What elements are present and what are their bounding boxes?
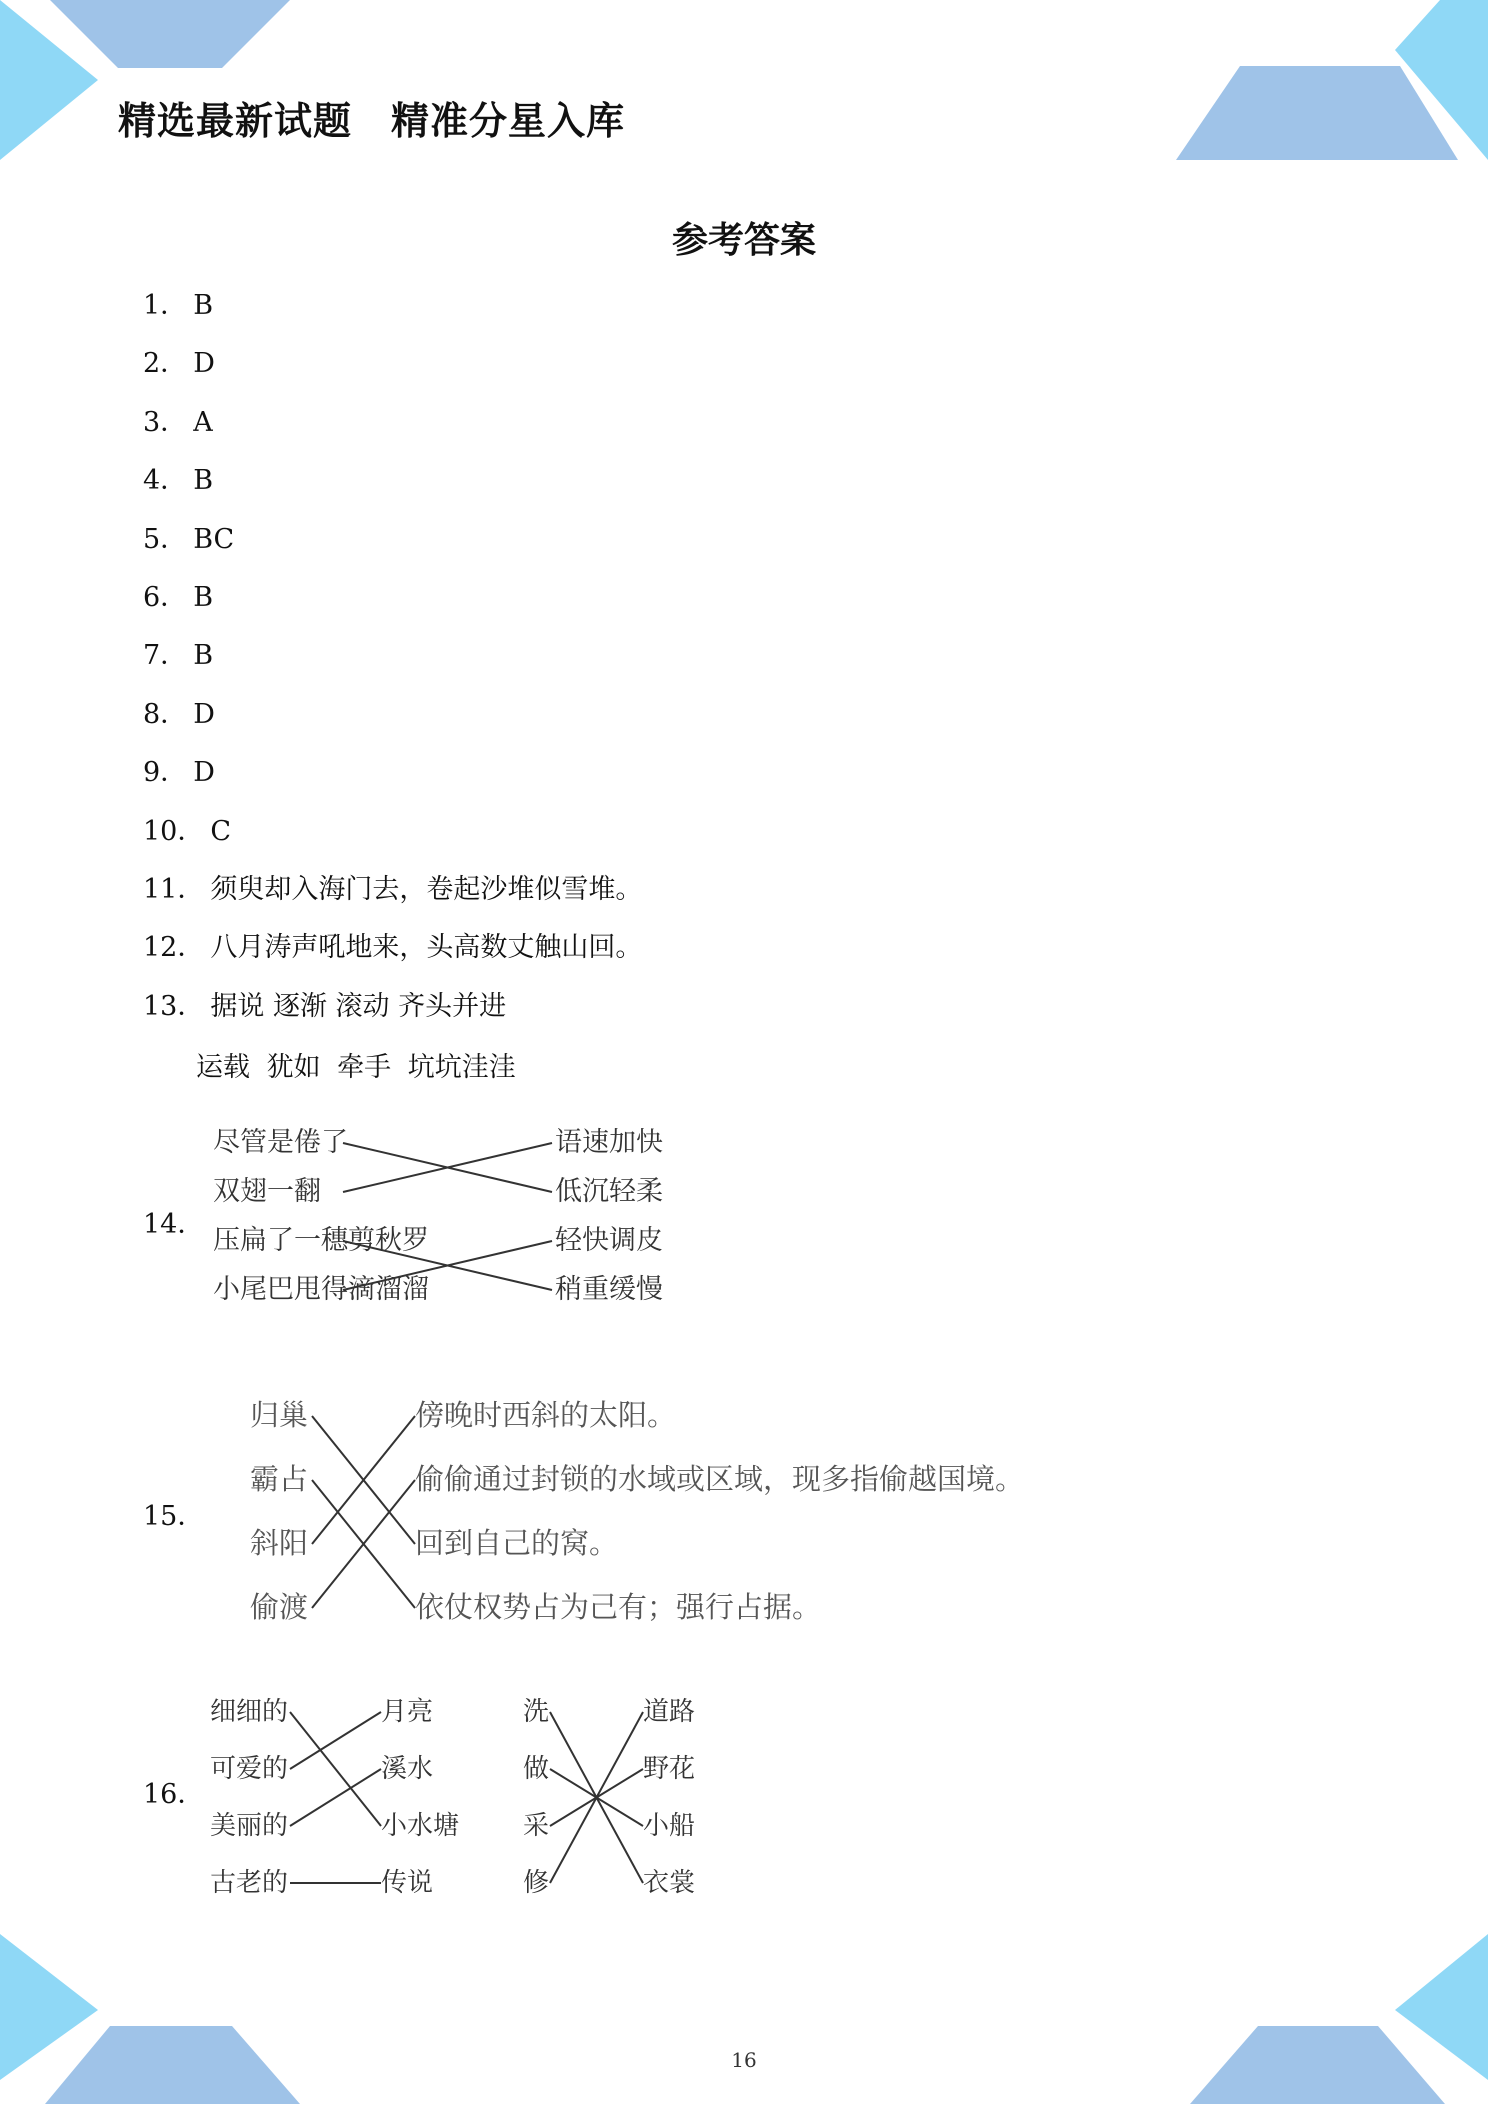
q16-label: 16． (143, 1779, 205, 1810)
answer-13-continuation: 运载 犹如 牵手 坑坑洼洼 (196, 1052, 516, 1083)
q16a-left-item: 细细的 (210, 1697, 289, 1727)
answer-text: 八月涛声吼地来，头高数丈触山回。 (210, 932, 643, 964)
q16a-left-item: 古老的 (210, 1868, 289, 1898)
q15-left-item: 霸占 (250, 1462, 309, 1496)
page-number: 16 (731, 2048, 757, 2072)
q16b-left-item: 采 (523, 1811, 550, 1841)
answer-text: 须臾却入海门去，卷起沙堆似雪堆。 (210, 873, 643, 905)
answer-text: D (193, 757, 215, 789)
answer-number: 11． (143, 873, 205, 905)
q15-right-item: 偷偷通过封锁的水域或区域，现多指偷越国境。 (415, 1462, 1025, 1496)
answer-text: B (193, 581, 214, 613)
answer-text: D (193, 698, 215, 730)
q16b-left-item: 洗 (523, 1697, 550, 1727)
q16a-right-item: 月亮 (381, 1697, 434, 1727)
q16a-left-item: 可爱的 (210, 1754, 289, 1784)
answer-number: 8． (143, 698, 188, 730)
answer-text: 据说 逐渐 滚动 齐头并进 (210, 990, 507, 1022)
q16b-right-item: 野花 (643, 1754, 696, 1784)
q14-left-item: 小尾巴甩得滴溜溜 (213, 1274, 429, 1305)
q14-right-item: 轻快调皮 (555, 1225, 663, 1256)
q16a-right-item: 小水塘 (381, 1811, 460, 1841)
answer-text: BC (193, 523, 235, 555)
answer-number: 4． (143, 465, 188, 497)
q14-left-item: 压扁了一穗剪秋罗 (213, 1225, 429, 1256)
page-title: 参考答案 (671, 220, 816, 261)
q16a-connector-line (290, 1769, 381, 1826)
q16b-right-item: 小船 (643, 1811, 696, 1841)
answer-number: 12． (143, 932, 205, 964)
answer-text: B (193, 290, 214, 321)
q15-right-item: 傍晚时西斜的太阳。 (415, 1398, 677, 1432)
q15-right-item: 回到自己的窝。 (415, 1526, 619, 1560)
q16b-right-item: 道路 (643, 1697, 696, 1727)
answer-number: 9． (143, 757, 188, 789)
answer-number: 2． (143, 348, 188, 380)
q15-right-item: 依仗权势占为己有；强行占据。 (415, 1590, 822, 1624)
q14-left-item: 尽管是倦了 (213, 1127, 348, 1158)
answer-number: 5． (143, 523, 188, 555)
q16b-left-item: 做 (523, 1754, 550, 1784)
q16a-left-item: 美丽的 (210, 1811, 289, 1841)
answer-text: B (193, 465, 214, 497)
q14-right-item: 稍重缓慢 (555, 1274, 663, 1305)
q15-left-item: 斜阳 (250, 1526, 309, 1560)
q16b-left-item: 修 (523, 1868, 550, 1898)
answer-text: A (193, 406, 213, 438)
q14-right-item: 语速加快 (555, 1127, 663, 1158)
answer-number: 1． (143, 290, 188, 321)
q16b-right-item: 衣裳 (643, 1868, 696, 1898)
q14-label: 14． (143, 1209, 205, 1240)
answer-text: C (210, 815, 232, 847)
answer-number: 3． (143, 406, 188, 438)
answer-number: 10． (143, 815, 205, 847)
q15-label: 15． (143, 1501, 205, 1532)
q14-left-item: 双翅一翻 (213, 1176, 321, 1207)
header-title: 精选最新试题 精准分星入库 (118, 99, 626, 143)
q14-right-item: 低沉轻柔 (555, 1176, 663, 1207)
q16a-right-item: 溪水 (381, 1754, 434, 1784)
answer-number: 6． (143, 581, 188, 613)
answer-number: 13． (143, 990, 205, 1022)
q16a-right-item: 传说 (381, 1868, 434, 1898)
q15-left-item: 偷渡 (250, 1590, 309, 1624)
q16a-connector-line (290, 1712, 381, 1769)
answer-text: B (193, 640, 214, 672)
answer-number: 7． (143, 640, 188, 672)
answer-text: D (193, 348, 215, 380)
q15-left-item: 归巢 (250, 1398, 309, 1432)
q16a-connector-line (290, 1712, 381, 1826)
